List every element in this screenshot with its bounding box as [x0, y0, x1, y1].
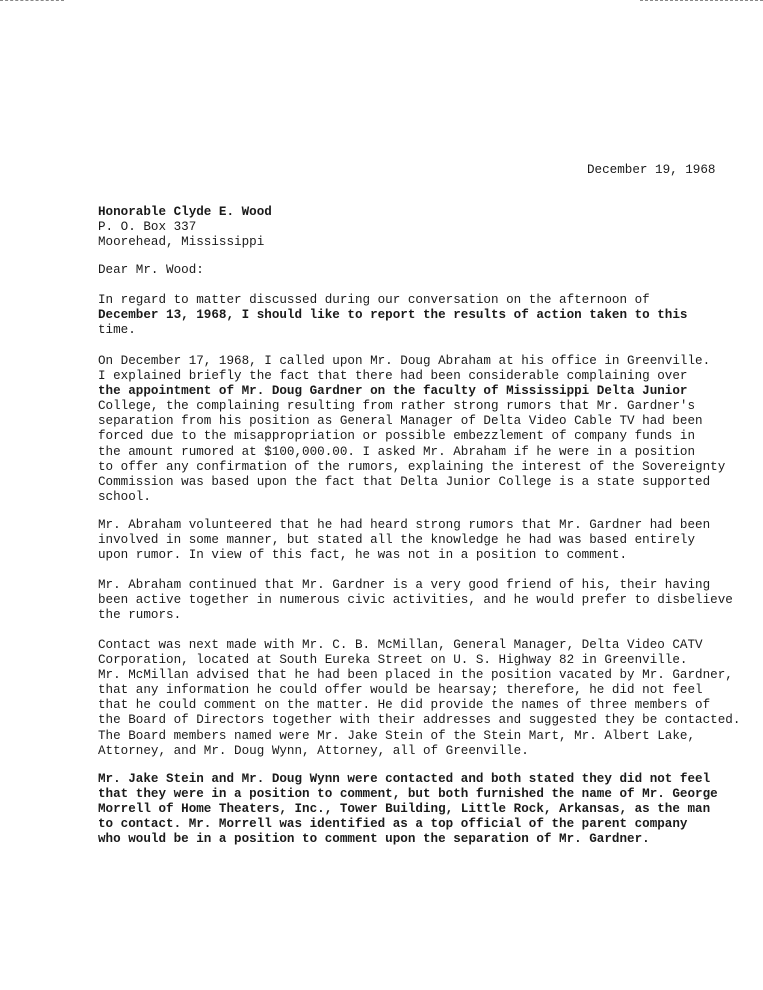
paragraph-line: that he could comment on the matter. He did provide the names of three members of: [98, 698, 711, 713]
paragraph-line: the appointment of Mr. Doug Gardner on the faculty of Mississippi Delta Junior: [98, 384, 688, 399]
recipient-box: P. O. Box 337: [98, 220, 197, 235]
paragraph-line: the rumors.: [98, 608, 182, 623]
paragraph-line: upon rumor. In view of this fact, he was not in a position to comment.: [98, 548, 628, 563]
paragraph-6: [98, 772, 748, 847]
paragraph-line: been active together in numerous civic activities, and he would prefer to disbelieve: [98, 593, 733, 608]
paragraph-line: that they were in a position to comment, but both furnished the name of Mr. George: [98, 787, 718, 802]
paragraph-line: Contact was next made with Mr. C. B. McMillan, General Manager, Delta Video CATV: [98, 638, 703, 652]
paragraph-line: The Board members named were Mr. Jake Stein of the Stein Mart, Mr. Albert Lake,: [98, 728, 696, 743]
paragraph-line: involved in some manner, but stated all the knowledge he had was based entirely: [98, 533, 696, 548]
paragraph-line: Attorney, and Mr. Doug Wynn, Attorney, all of Greenville.: [98, 743, 529, 758]
paragraph-3: [98, 518, 748, 563]
paragraph-line: Mr. McMillan advised that he had been placed in the position vacated by Mr. Gardner,: [98, 668, 733, 683]
paragraph-line: who would be in a position to comment upon the separation of Mr. Gardner.: [98, 832, 650, 847]
paragraph-line: that any information he could offer would be hearsay; therefore, he did not feel: [98, 683, 703, 698]
top-edge-mark-right: [640, 0, 763, 2]
paragraph-line: Commission was based upon the fact that Delta Junior College is a state supported: [98, 474, 711, 489]
paragraph-line: the amount rumored at $100,000.00. I asked Mr. Abraham if he were in a position: [98, 444, 696, 459]
paragraph-1: [98, 293, 748, 338]
paragraph-line: Mr. Abraham volunteered that he had heard strong rumors that Mr. Gardner had been: [98, 518, 711, 532]
paragraph-line: time.: [98, 323, 136, 338]
paragraph-line: On December 17, 1968, I called upon Mr. Doug Abraham at his office in Greenville.: [98, 354, 711, 368]
paragraph-4: [98, 578, 748, 623]
paragraph-line: to offer any confirmation of the rumors, explaining the interest of the Sovereignty: [98, 459, 726, 474]
paragraph-2: [98, 354, 748, 505]
paragraph-line: In regard to matter discussed during our conversation on the afternoon of: [98, 293, 650, 307]
paragraph-line: I explained briefly the fact that there had been considerable complaining over: [98, 369, 688, 384]
paragraph-line: separation from his position as General Manager of Delta Video Cable TV had been: [98, 414, 703, 429]
paragraph-line: Mr. Jake Stein and Mr. Doug Wynn were contacted and both stated they did not feel: [98, 772, 711, 786]
paragraph-line: December 13, 1968, I should like to report the results of action taken to this: [98, 308, 688, 323]
recipient-name: Honorable Clyde E. Wood: [98, 205, 272, 219]
paragraph-5: [98, 638, 748, 759]
recipient-city: Moorehead, Mississippi: [98, 235, 265, 250]
paragraph-line: Mr. Abraham continued that Mr. Gardner is a very good friend of his, their having: [98, 578, 711, 592]
recipient-address: [98, 205, 272, 250]
paragraph-line: forced due to the misappropriation or possible embezzlement of company funds in: [98, 429, 696, 444]
paragraph-line: the Board of Directors together with their addresses and suggested they be contacted.: [98, 713, 741, 728]
letter-date: December 19, 1968: [587, 163, 716, 177]
paragraph-line: Corporation, located at South Eureka Street on U. S. Highway 82 in Greenville.: [98, 653, 688, 668]
paragraph-line: Morrell of Home Theaters, Inc., Tower Building, Little Rock, Arkansas, as the man: [98, 802, 711, 817]
paragraph-line: school.: [98, 489, 151, 504]
top-edge-mark-left: [0, 0, 64, 2]
salutation: Dear Mr. Wood:: [98, 263, 204, 277]
paragraph-line: to contact. Mr. Morrell was identified as a top official of the parent company: [98, 817, 688, 832]
paragraph-line: College, the complaining resulting from rather strong rumors that Mr. Gardner's: [98, 399, 696, 414]
